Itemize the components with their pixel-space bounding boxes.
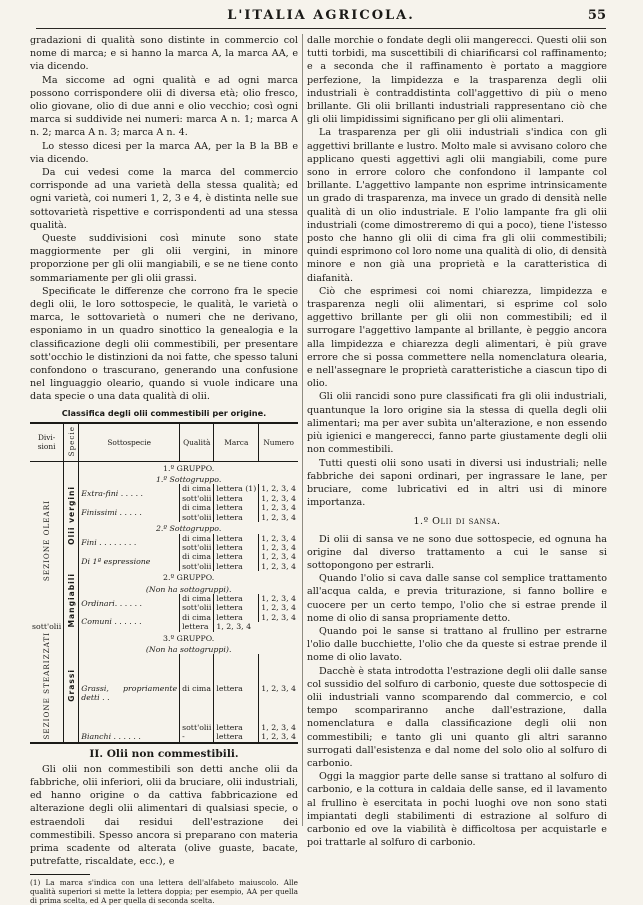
group-heading: 3.º GRUPPO. xyxy=(163,633,215,643)
quality-cell: sott'olii xyxy=(180,723,214,732)
number-cell: 1, 2, 3, 4 xyxy=(261,732,296,742)
brand-cell: lettera xyxy=(214,732,259,742)
brand-cell: lettera xyxy=(214,603,259,612)
right-column xyxy=(307,34,607,849)
header-number: Numero xyxy=(259,423,298,461)
quality-cell: sott'olii xyxy=(180,543,214,552)
header-subspecies: Sottospecie xyxy=(79,423,180,461)
paragraph: dalle morchie o fondate degli olii mangerecci. Questi olii son tutti torbidi, ma suscettibili di chiarificarsi col raffinamento; e a seconda che il raffinamento è portato a maggiore perfezione, la limpidezza e la trasparenza degli olii industriali è contraddistinta coll'aggettivo di più o meno brillante. Gli olii brillanti industriali rappresentano ciò che gli olii limpidissimi significano per gli olii alimentari. xyxy=(307,35,607,126)
left-column xyxy=(30,34,298,905)
table-header-row xyxy=(30,423,298,461)
number-cell: 1, 2, 3, 4 xyxy=(261,542,296,552)
number-cell: 1, 2, 3, 4 xyxy=(261,683,296,693)
number-cell: 1, 2, 3, 4 xyxy=(261,484,296,494)
paragraph: Oggi la maggior parte delle sanse si trattano al solfuro di carbonio, e la cottura in caldaia delle sanse, ed il lavamento al frullino è esercitata in pochi luoghi ove non sono stati impiantati degli stabilimenti di estrazione al solfuro di carbonio ed ove la viabilità è difficoltosa per acquistarle e poi trattarle al solfuro di carbonio. xyxy=(307,771,607,849)
number-cell: 1, 2, 3, 4 xyxy=(261,503,296,513)
subspecies-cell: Di 1ª espressione xyxy=(79,552,180,571)
paragraph: Queste suddivisioni così minute sono state maggiormente per gli olii vergini, in minore proporzione per gli olii mangiabili, e se ne tiene conto sommariamente per gli olii grassi. xyxy=(30,233,298,284)
classification-table xyxy=(30,422,298,744)
quality-cell: di cima xyxy=(180,534,214,543)
group-heading: 2.º GRUPPO. xyxy=(163,573,215,583)
number-cell: 1, 2, 3, 4 xyxy=(261,612,296,622)
group-heading: 1.º GRUPPO. xyxy=(163,463,215,473)
brand-cell: lettera xyxy=(214,534,259,543)
subspecies-cell: Finissimi . . . . . xyxy=(79,503,180,522)
subspecies-cell: Comuni . . . . . . xyxy=(79,613,180,632)
footnote: (1) La marca s'indica con una lettera dell'alfabeto maiuscolo. Alle qualità superiori si mette la lettera doppia; per esempio, AA per quella di prima scelta, ed A per quella di seconda scelta. xyxy=(30,878,298,905)
group-note: (Non ha sottogruppi). xyxy=(145,644,232,654)
quality-cell: sott'olii xyxy=(180,603,214,612)
brand-cell: lettera xyxy=(214,613,259,622)
division-oleari: SEZIONE OLEARI xyxy=(30,461,64,622)
paragraph: Ma siccome ad ogni qualità e ad ogni marca possono corrispondere olii di diversa età; olio fresco, olio giovane, olio di due anni e olio vecchio; così ogni marca si suddivide nei numeri: marca A n. 1; marca A n. 2; marca A n. 3; marca A n. 4. xyxy=(30,74,298,139)
paragraph: Tutti questi olii sono usati in diversi usi industriali; nelle fabbriche dei saponi ordinari, per ingrassare le lane, per bruciare, come lubricativi ed in altri usi di minore importanza. xyxy=(307,457,607,509)
paragraph: gradazioni di qualità sono distinte in commercio col nome di marca; e si hanno la marca A, la marca AA, e via dicendo. xyxy=(30,35,298,73)
number-cell: 1, 2, 3, 4 xyxy=(261,533,296,543)
brand-cell: lettera (1) xyxy=(214,484,259,493)
paragraph: Quando l'olio si cava dalle sanse col semplice trattamento all'acqua calda, e previa triturazione, si fanno bollire e cuocere per un certo tempo, l'olio che si estrae prende il nome di olio di sansa propriamente detto. xyxy=(307,573,607,624)
column-divider xyxy=(302,34,303,826)
quality-cell: sott'olii xyxy=(180,494,214,503)
quality-cell: di cima xyxy=(180,613,214,622)
number-cell: 1, 2, 3, 4 xyxy=(261,593,296,603)
paragraph: Di olii di sansa ve ne sono due sottospecie, ed ognuna ha origine dal diverso trattamento a cui le sanse si sottopongono per estrarli. xyxy=(307,533,607,571)
subspecies-cell: Extra-fini . . . . . xyxy=(79,484,180,503)
brand-cell: lettera xyxy=(180,622,214,631)
subgroup-heading: 1.º Sottogruppo. xyxy=(155,475,222,485)
brand-cell: lettera xyxy=(214,543,259,552)
paragraph: La trasparenza per gli olii industriali s'indica con gli aggettivi brillante e lustro. Molto male si avvisano coloro che applicano questi aggettivi agli olii mangiabili, come pure sono in errore coloro che confondono il lampante col brillante. L'aggettivo lampante non esprime intrinsicamente un grado di trasparenza, ma invece un grado di densità nelle qualità di un olio industriale. E l'olio lampante fra gli olii industriali (come dimostreremo di qui a poco), tiene l'istesso posto che hanno gli olii di cima fra gli olii commestibili; quindi esprimono col loro nome una qualità di olio, di densità minore e non già una proprietà e la caratteristica di diafanità. xyxy=(307,127,607,284)
quality-cell: di cima xyxy=(180,503,214,512)
number-cell: 1, 2, 3, 4 xyxy=(261,552,296,562)
number-cell: 1, 2, 3, 4 xyxy=(261,561,296,571)
quality-cell: - xyxy=(180,732,214,742)
number-cell: 1, 2, 3, 4 xyxy=(261,512,296,522)
division-stearizzati: SEZIONE STEARIZZATI xyxy=(30,632,64,743)
page-header xyxy=(36,6,606,29)
paragraph: Ciò che esprimesi coi nomi chiarezza, limpidezza e trasparenza negli olii alimentari, si esprime col solo aggettivo brillante per gli olii non commestibili; ed il surrogare l'aggettivo lampante al brillante, è peggio ancora alla limpidezza e chiarezza degli alimentari, è più grave errore che si possa commettere nella nomenclatura olearia, e nell'assegnare le proprietà caratteristiche a ciascun tipo di olio. xyxy=(307,285,607,390)
paragraph: Da cui vedesi come la marca del commercio corrisponde ad una varietà della stessa qualità; ed ogni varietà, coi numeri 1, 2, 3 e 4, è distinta nelle sue sottovarietà rispettive e corrispondenti ad una stessa qualità. xyxy=(30,167,298,231)
subsection-heading: 1.º Olii di sansa. xyxy=(413,516,501,528)
subspecies-cell: Ordinari. . . . . . xyxy=(79,594,180,613)
quality-cell: sott'olii xyxy=(180,513,214,522)
paragraph: Gli olii non commestibili son detti anche olii da fabbriche, olii inferiori, olii da bruciare, olii industriali, ed hanno origine o da cattiva fabbricazione ed alterazione degli olii alimentari di qualsiasi specie, o estraendoli dai residui dell'estrazione dei commestibili. Spesso ancora si preparano con materia prima scadente od alterata (olive guaste, bacate, putrefatte, riscaldate, ecc.), e xyxy=(30,763,298,868)
species-grassi: Grassi xyxy=(64,632,79,743)
header-brand: Marca xyxy=(214,423,259,461)
brand-cell: lettera xyxy=(214,513,259,522)
species-mangiabili: Mangiabili xyxy=(64,571,79,631)
quality-cell: di cima xyxy=(180,484,214,493)
header-quality: Qualità xyxy=(180,423,214,461)
subspecies-cell: Bianchi . . . . . . xyxy=(79,732,180,742)
brand-cell: lettera xyxy=(214,654,259,722)
header-divisions: Divi-sioni xyxy=(30,423,64,461)
table-caption: Classifica degli olii commestibili per origine. xyxy=(61,407,267,418)
header-species: Specie xyxy=(64,423,79,461)
brand-cell: lettera xyxy=(214,503,259,512)
brand-cell: lettera xyxy=(214,723,259,732)
number-cell: 1, 2, 3, 4 xyxy=(261,722,296,732)
quality-cell: di cima xyxy=(180,594,214,603)
quality-cell: sott'olii xyxy=(180,562,214,571)
paragraph: Gli olii rancidi sono pure classificati fra gli olii industriali, quantunque la loro origine sia la stessa di quella degli olii alimentari; ma per aver subìta un'alterazione, e non essendo più igienici e mangerecci, fanno parte giustamente degli olii non commestibili. xyxy=(307,391,607,456)
brand-cell: lettera xyxy=(214,552,259,561)
brand-cell: lettera xyxy=(214,562,259,571)
number-cell: 1, 2, 3, 4 xyxy=(261,493,296,503)
subspecies-cell: Fini . . . . . . . . xyxy=(79,534,180,553)
brand-cell: lettera xyxy=(214,494,259,503)
subgroup-heading: 2.º Sottogruppo. xyxy=(155,524,222,534)
quality-cell: sott'olii xyxy=(30,622,64,631)
footnote-rule xyxy=(30,874,90,875)
species-vergini: Olii vergini xyxy=(64,461,79,571)
quality-cell: di cima xyxy=(180,552,214,561)
paragraph: Specificate le differenze che corrono fra le specie degli olii, le loro sottospecie, le qualità, le varietà o marca, le sottovarietà o numeri che ne derivano, esponiamo in un quadro sinottico la genealogia e la classificazione degli olii commestibili, per presentare sott'occhio le distinzioni da noi fatte, che spesso taluni confondono o trascurano, generando una confusione nel linguaggio oleario, quando si vuole indicare una data specie o una data qualità di olii. xyxy=(30,285,298,403)
paragraph: Lo stesso dicesi per la marca AA, per la B la BB e via dicendo. xyxy=(30,140,298,165)
page-number: 55 xyxy=(587,8,606,23)
group-note: (Non ha sottogruppi). xyxy=(145,584,232,594)
paragraph: Dacchè è stata introdotta l'estrazione degli olii dalle sanse col sussidio del solfuro di carbonio, queste due sottospecie di olii industriali vanno scomparendo dal commercio, e col tempo scompariranno anche dall'estrazione, dalla nomenclatura e dalla classificazione degli olii non commestibili; e tanto gli uni quanto gli altri saranno surrogati dall'esistenza e dal nome del solo olio al solfuro di carbonio. xyxy=(307,665,607,769)
journal-title: L'ITALIA AGRICOLA. xyxy=(227,8,415,23)
brand-cell: lettera xyxy=(214,594,259,603)
paragraph: Quando poi le sanse si trattano al frullino per estrarne l'olio dalle bucchiette, l'olio che da queste si estrae prende il nome di olio lavato. xyxy=(307,625,607,664)
number-cell: 1, 2, 3, 4 xyxy=(261,603,296,613)
section-heading: II. Olii non commestibili. xyxy=(89,747,239,760)
number-cell: 1, 2, 3, 4 xyxy=(216,622,252,632)
subspecies-cell: Grassi, propriamente detti . . xyxy=(79,654,180,732)
quality-cell: di cima xyxy=(180,654,214,722)
